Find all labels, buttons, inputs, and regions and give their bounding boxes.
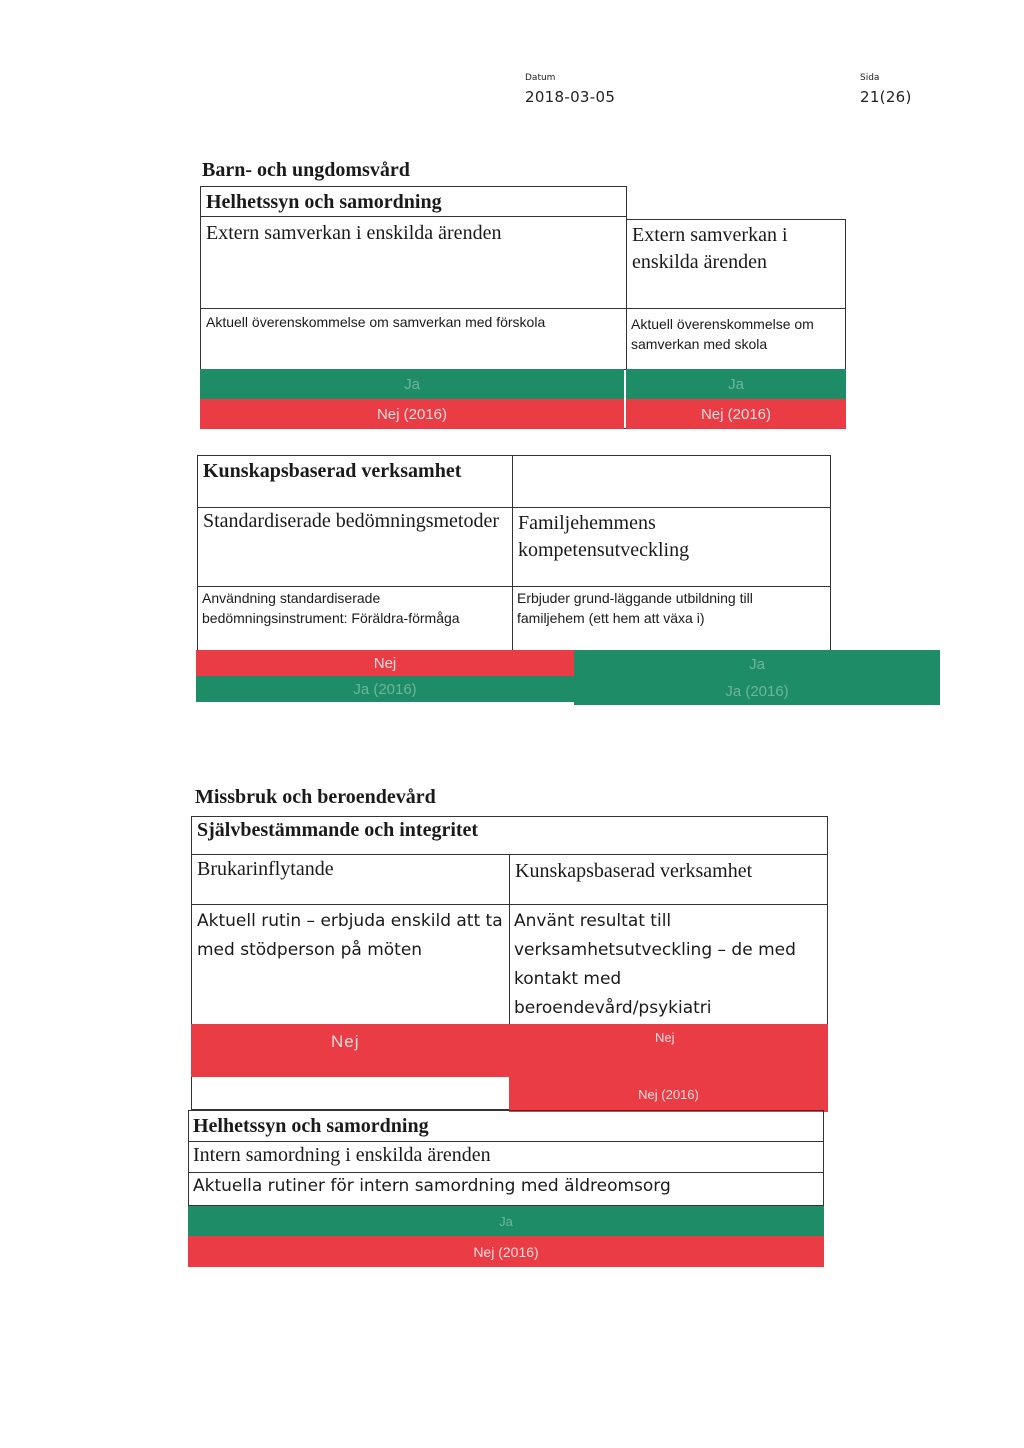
result-label: Nej (2016) [376, 405, 448, 423]
result-bar-nej-2016 [626, 399, 846, 429]
result-bar-nej [196, 650, 574, 676]
result-label: Nej (2016) [700, 405, 772, 423]
result-label: Ja (2016) [353, 680, 417, 698]
criterion-familjehem-utbildning: Erbjuder grund-läggande utbildning till familjehem (ett hem att växa i) [517, 590, 753, 626]
result-label: Ja (2016) [725, 683, 789, 700]
page-label: Sida [860, 73, 880, 83]
subheading-standardiserade: Standardiserade bedömningsmetoder [203, 510, 500, 532]
subheading-brukarinflytande: Brukarinflytande [197, 858, 334, 880]
result-bar-ja [626, 369, 846, 399]
criterion-verksamhetsutveckling: Använt resultat till verksamhetsutveckling – de med kontakt med beroendevård/psykiatri [514, 911, 796, 1018]
page-number: 21(26) [860, 88, 912, 106]
result-bar-nej-2016 [509, 1077, 828, 1112]
result-label: Ja [749, 655, 765, 673]
result-label: Nej (2016) [638, 1087, 699, 1102]
result-bar-nej [191, 1024, 828, 1077]
criterion-skola: Aktuell överenskommelse om samverkan med skola [631, 316, 814, 352]
criterion-forskola: Aktuell överenskommelse om samverkan med förskola [206, 314, 546, 330]
result-label: Ja [499, 1213, 513, 1229]
divider [200, 308, 846, 309]
result-label: Nej [373, 654, 397, 672]
divider [512, 455, 513, 651]
criterion-stodperson: Aktuell rutin – erbjuda enskild att ta med stödperson på möten [197, 911, 503, 960]
result-bar-ja-2016 [196, 676, 574, 702]
result-bar-ja [200, 369, 624, 399]
criterion-aldreomsorg: Aktuella rutiner för intern samordning med äldreomsorg [193, 1176, 671, 1196]
subheading-intern-samordning: Intern samordning i enskilda ärenden [193, 1144, 491, 1166]
heading-sjalvbestammande: Självbestämmande och integritet [197, 819, 479, 841]
subheading-extern-samverkan: Extern samverkan i enskilda ärenden [206, 222, 502, 244]
divider [191, 904, 828, 905]
divider [200, 216, 627, 217]
result-label: Nej [331, 1032, 360, 1051]
result-label: Nej (2016) [473, 1243, 539, 1260]
divider [188, 1172, 824, 1173]
result-bar-nej-2016 [200, 399, 624, 429]
subheading-kunskapsbaserad: Kunskapsbaserad verksamhet [515, 860, 753, 882]
subheading-familjehem: Familjehemmens kompetensutveckling [518, 512, 690, 561]
result-bar-ja [574, 650, 940, 678]
result-label: Ja [404, 375, 420, 393]
subheading-extern-samverkan-2: Extern samverkan i enskilda ärenden [632, 224, 788, 273]
result-bar-ja [188, 1206, 824, 1236]
heading-helhetssyn: Helhetssyn och samordning [206, 191, 442, 213]
section-title-barn: Barn- och ungdomsvård [202, 159, 410, 181]
criterion-foraldraformaga: Användning standardiserade bedömningsinstrument: Föräldra-förmåga [202, 590, 460, 626]
result-label: Nej [655, 1030, 675, 1045]
result-bar-nej-2016 [188, 1236, 824, 1267]
heading-kunskapsbaserad: Kunskapsbaserad verksamhet [203, 460, 462, 482]
result-bar-ja-2016 [574, 678, 940, 705]
section-title-missbruk: Missbruk och beroendevård [195, 786, 436, 808]
date-label: Datum [525, 73, 556, 83]
divider [197, 586, 831, 587]
heading-helhetssyn: Helhetssyn och samordning [193, 1115, 429, 1137]
date-value: 2018-03-05 [525, 88, 616, 106]
result-label: Ja [728, 375, 744, 393]
